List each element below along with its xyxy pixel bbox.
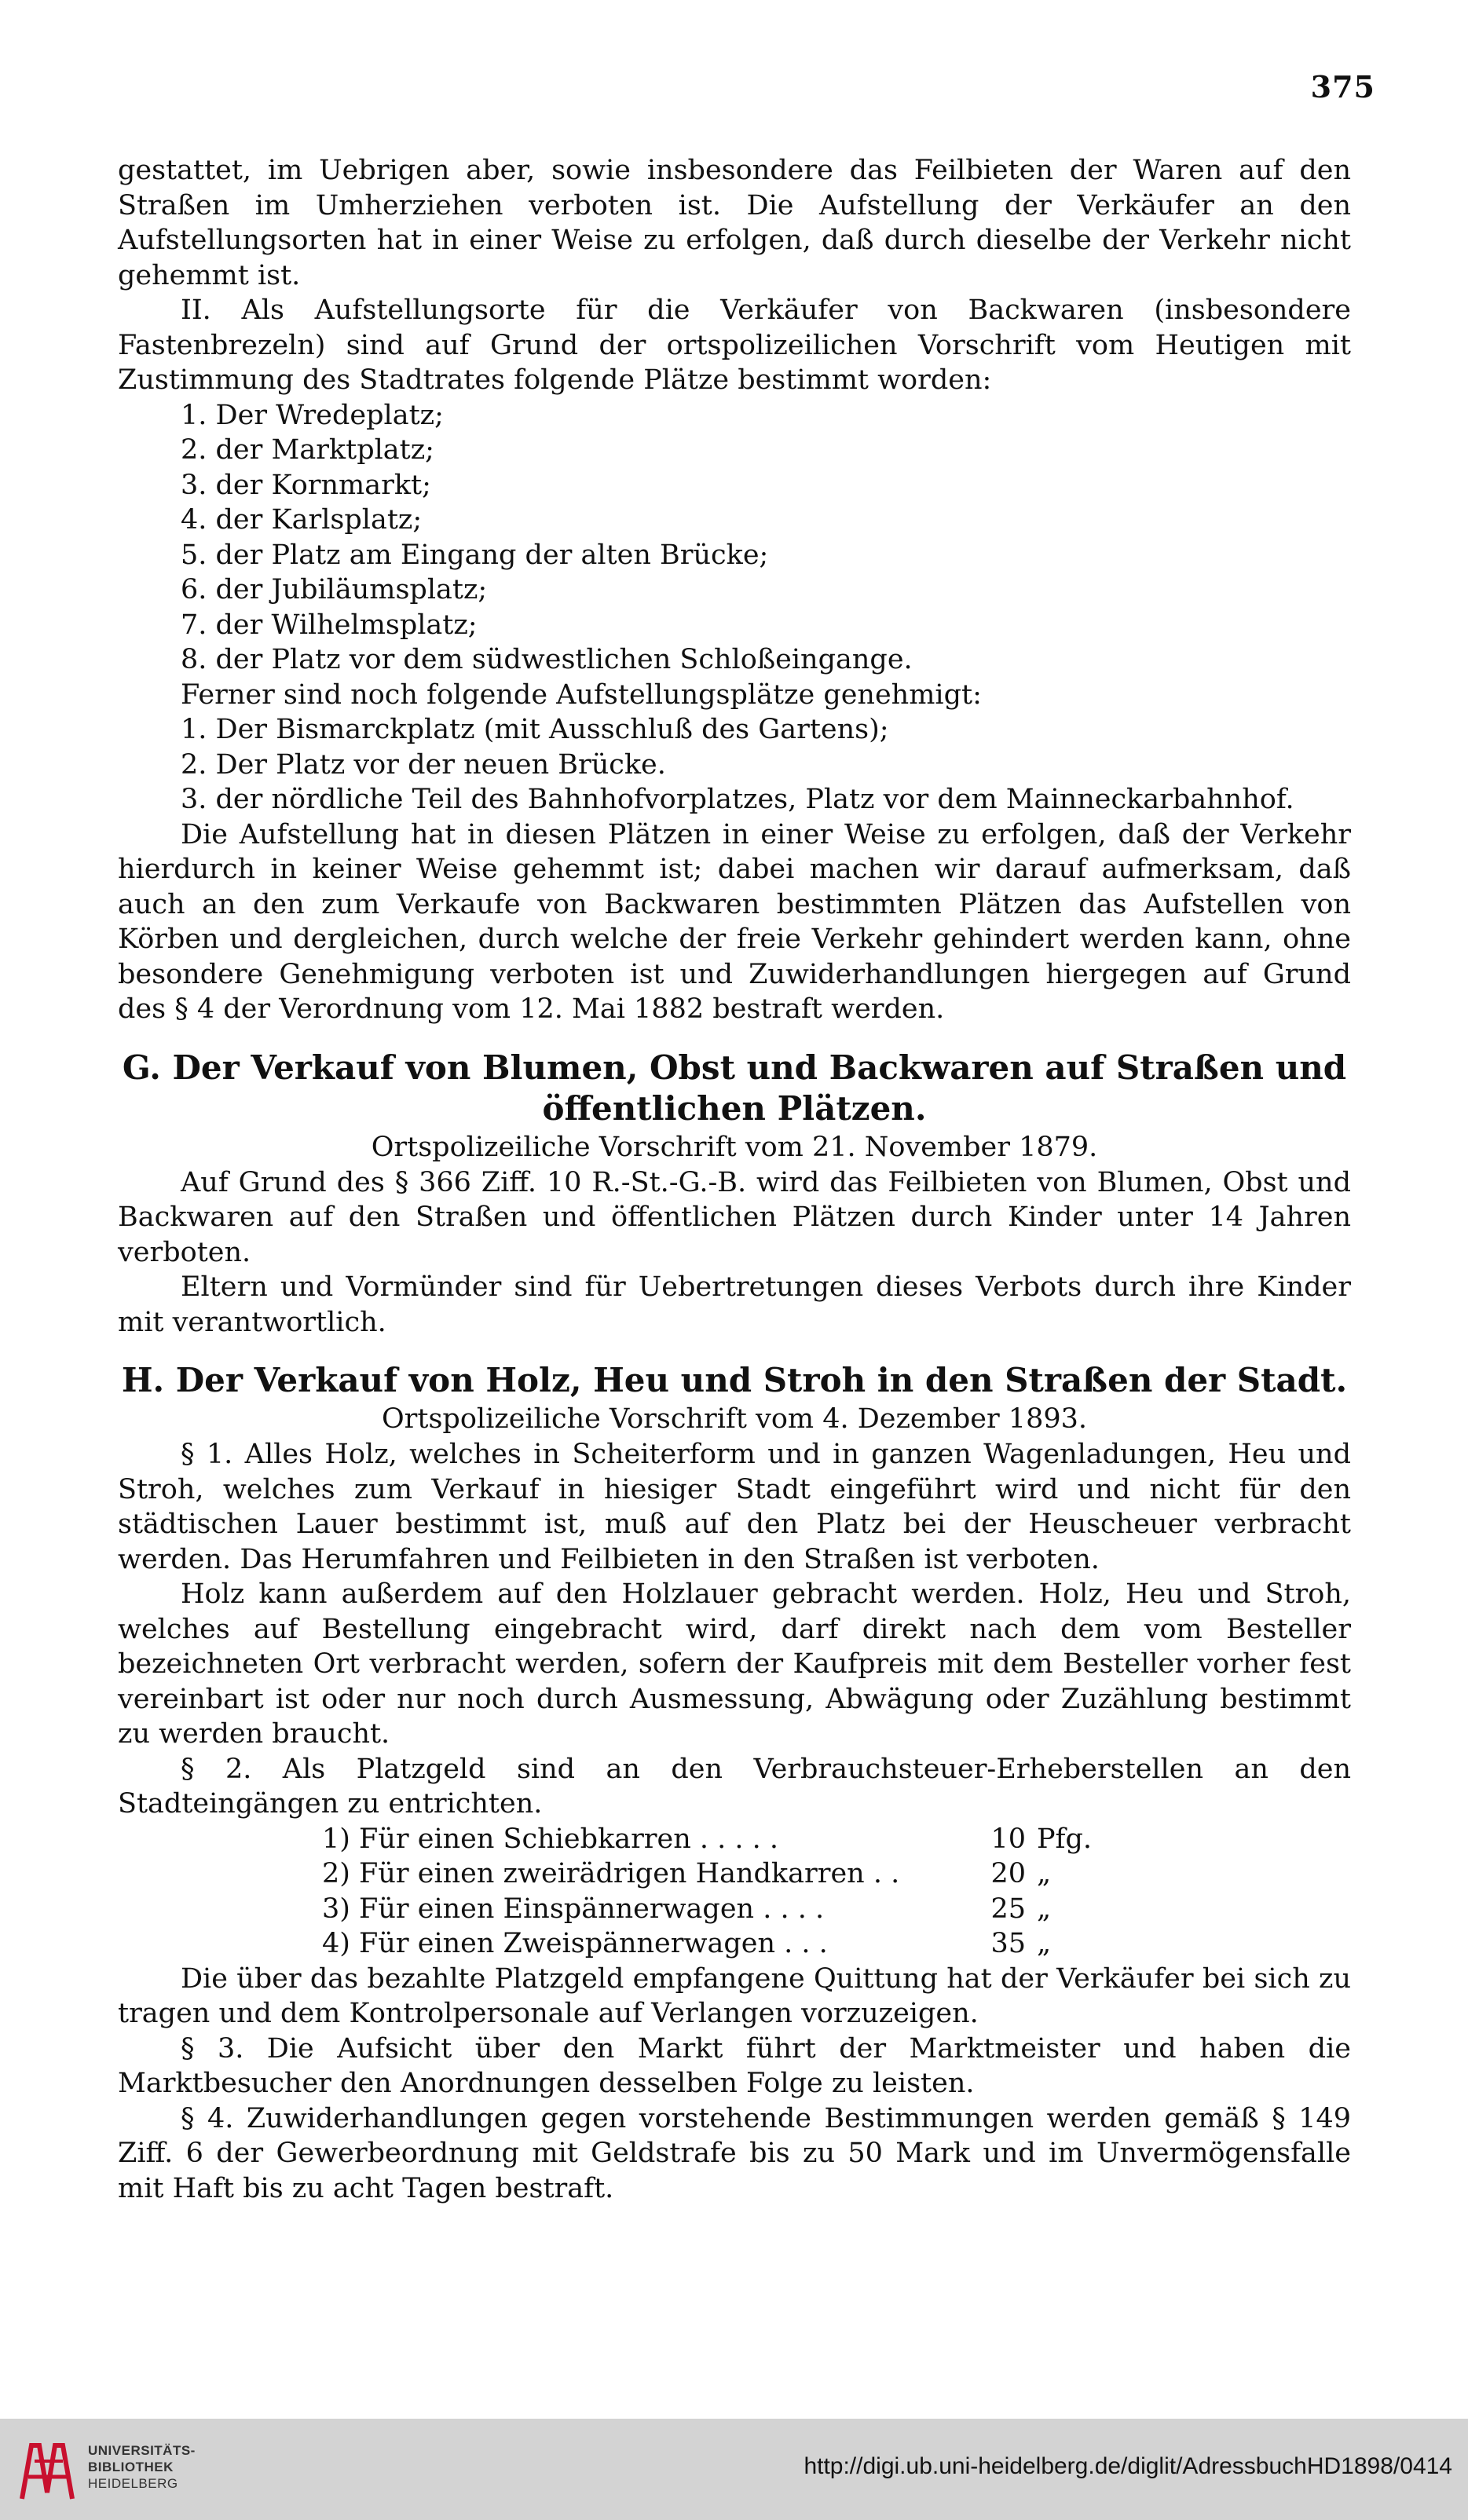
fee-amount: 10: [990, 1823, 1026, 1855]
fee-row: [118, 1822, 1107, 1857]
section-h-heading: H. Der Verkauf von Holz, Heu und Stroh in den Straßen der Stadt.: [121, 1361, 1348, 1399]
page-content: [118, 153, 1351, 2206]
list-item: 1. Der Wredeplatz;: [181, 399, 444, 431]
fee-amount: 35: [990, 1928, 1026, 1959]
fee-label: 3) Für einen Einspännerwagen . . . .: [322, 1893, 825, 1925]
list-item: 3. der Kornmarkt;: [181, 469, 431, 501]
fee-label: 1) Für einen Schiebkarren . . . . .: [322, 1823, 779, 1855]
list-item: 2. Der Platz vor der neuen Brücke.: [181, 748, 666, 781]
list-item: 5. der Platz am Eingang der alten Brücke;: [181, 539, 769, 571]
fee-row: [118, 1856, 1107, 1892]
fee-unit: „: [1037, 1893, 1052, 1925]
places-list: [118, 398, 1351, 678]
list-item: 4. der Karlsplatz;: [181, 504, 423, 536]
intro-paragraph: gestattet, im Uebrigen aber, sowie insbesondere das Feilbieten der Waren auf den Straßen im Umherziehen verboten ist. Die Aufstellung der Verkäufer an den Aufstellungsorten hat in einer Weise zu erfolgen, daß durch dieselbe der Verkehr nicht gehemmt ist.: [118, 155, 1351, 291]
section-h-paragraph: § 4. Zuwiderhandlungen gegen vorstehende Bestimmungen werden gemäß § 149 Ziff. 6 der Gewerbeordnung mit Geldstrafe bis zu 50 Mark und im Unvermögensfalle mit Haft bis zu acht Tagen bestraft.: [118, 2102, 1351, 2204]
fee-label: 4) Für einen Zweispännerwagen . . .: [322, 1928, 828, 1959]
library-name: [88, 2442, 196, 2492]
fee-list: [118, 1822, 1351, 1962]
section-2-intro: II. Als Aufstellungsorte für die Verkäufer von Backwaren (insbesondere Fastenbrezeln) sind auf Grund der ortspolizeilichen Vorschrift vom Heutigen mit Zustimmung des Stadtrates folgende Plätze bestimmt worden:: [118, 294, 1351, 396]
section-g-paragraph: Eltern und Vormünder sind für Uebertretungen dieses Verbots durch ihre Kinder mit verantwortlich.: [118, 1271, 1351, 1338]
section-g-subtitle: Ortspolizeiliche Vorschrift vom 21. November 1879.: [371, 1131, 1098, 1163]
permalink-url[interactable]: http://digi.ub.uni-heidelberg.de/diglit/AdressbuchHD1898/0414: [804, 2453, 1452, 2479]
page-number: 375: [1310, 69, 1375, 104]
section-g-heading: G. Der Verkauf von Blumen, Obst und Backwaren auf Straßen und öffentlichen Plätzen.: [122, 1048, 1347, 1128]
library-name-line: BIBLIOTHEK: [88, 2460, 174, 2474]
fee-amount: 25: [990, 1893, 1026, 1925]
section-h-paragraph: § 2. Als Platzgeld sind an den Verbrauchsteuer-Erheberstellen an den Stadteingängen zu entrichten.: [118, 1753, 1351, 1820]
list-item: 6. der Jubiläumsplatz;: [181, 574, 488, 605]
university-seal-icon: [16, 2438, 82, 2504]
fee-row: [118, 1926, 1107, 1962]
list-item: 1. Der Bismarckplatz (mit Ausschluß des Gartens);: [181, 714, 889, 745]
fee-unit: „: [1037, 1928, 1052, 1959]
section-h-subtitle: Ortspolizeiliche Vorschrift vom 4. Dezember 1893.: [381, 1403, 1088, 1435]
library-name-line: UNIVERSITÄTS-: [88, 2443, 196, 2458]
viewer-footer: [0, 2419, 1468, 2520]
further-places-intro: Ferner sind noch folgende Aufstellungsplätze genehmigt:: [181, 678, 982, 711]
list-item: 3. der nördliche Teil des Bahnhofvorplatzes, Platz vor dem Mainneckarbahnhof.: [181, 784, 1294, 815]
section-h-paragraph: § 3. Die Aufsicht über den Markt führt der Marktmeister und haben die Marktbesucher den Anordnungen desselben Folge zu leisten.: [118, 2032, 1351, 2099]
fee-unit: Pfg.: [1037, 1823, 1093, 1855]
list-item: 2. der Marktplatz;: [181, 434, 434, 466]
list-item: 7. der Wilhelmsplatz;: [181, 609, 478, 641]
fee-label: 2) Für einen zweirädrigen Handkarren . .: [322, 1858, 900, 1889]
fee-row: [118, 1892, 1107, 1927]
rules-paragraph: Die Aufstellung hat in diesen Plätzen in einer Weise zu erfolgen, daß der Verkehr hierdurch in keiner Weise gehemmt ist; dabei machen wir darauf aufmerksam, daß auch an den zum Verkaufe von Backwaren bestimmten Plätzen das Aufstellen von Körben und dergleichen, durch welche der freie Verkehr gehindert werden kann, ohne besondere Genehmigung verboten ist und Zuwiderhandlungen hiergegen auf Grund des § 4 der Verordnung vom 12. Mai 1882 bestraft werden.: [118, 818, 1351, 1025]
further-places-list: [118, 712, 1351, 817]
section-h-paragraph: Die über das bezahlte Platzgeld empfangene Quittung hat der Verkäufer bei sich zu tragen und dem Kontrolpersonale auf Verlangen vorzuzeigen.: [118, 1962, 1351, 2029]
fee-unit: „: [1037, 1858, 1052, 1889]
library-name-line: HEIDELBERG: [88, 2476, 178, 2491]
fee-amount: 20: [990, 1858, 1026, 1889]
list-item: 8. der Platz vor dem südwestlichen Schloßeingange.: [181, 644, 913, 675]
section-g-paragraph: Auf Grund des § 366 Ziff. 10 R.-St.-G.-B. wird das Feilbieten von Blumen, Obst und Backwaren auf den Straßen und öffentlichen Plätzen durch Kinder unter 14 Jahren verboten.: [118, 1166, 1351, 1268]
section-h-paragraph: Holz kann außerdem auf den Holzlauer gebracht werden. Holz, Heu und Stroh, welches auf Bestellung eingebracht wird, darf direkt nach dem vom Besteller bezeichneten Ort verbracht werden, sofern der Kaufpreis mit dem Besteller vorher fest vereinbart ist oder nur noch durch Ausmessung, Abwägung oder Zuzählung bestimmt zu werden braucht.: [118, 1578, 1351, 1750]
section-h-paragraph: § 1. Alles Holz, welches in Scheiterform und in ganzen Wagenladungen, Heu und Stroh, welches zum Verkauf in hiesiger Stadt eingeführt wird und nicht für den städtischen Lauer bestimmt ist, muß auf den Platz bei der Heuscheuer verbracht werden. Das Herumfahren und Feilbieten in den Straßen ist verboten.: [118, 1439, 1351, 1575]
